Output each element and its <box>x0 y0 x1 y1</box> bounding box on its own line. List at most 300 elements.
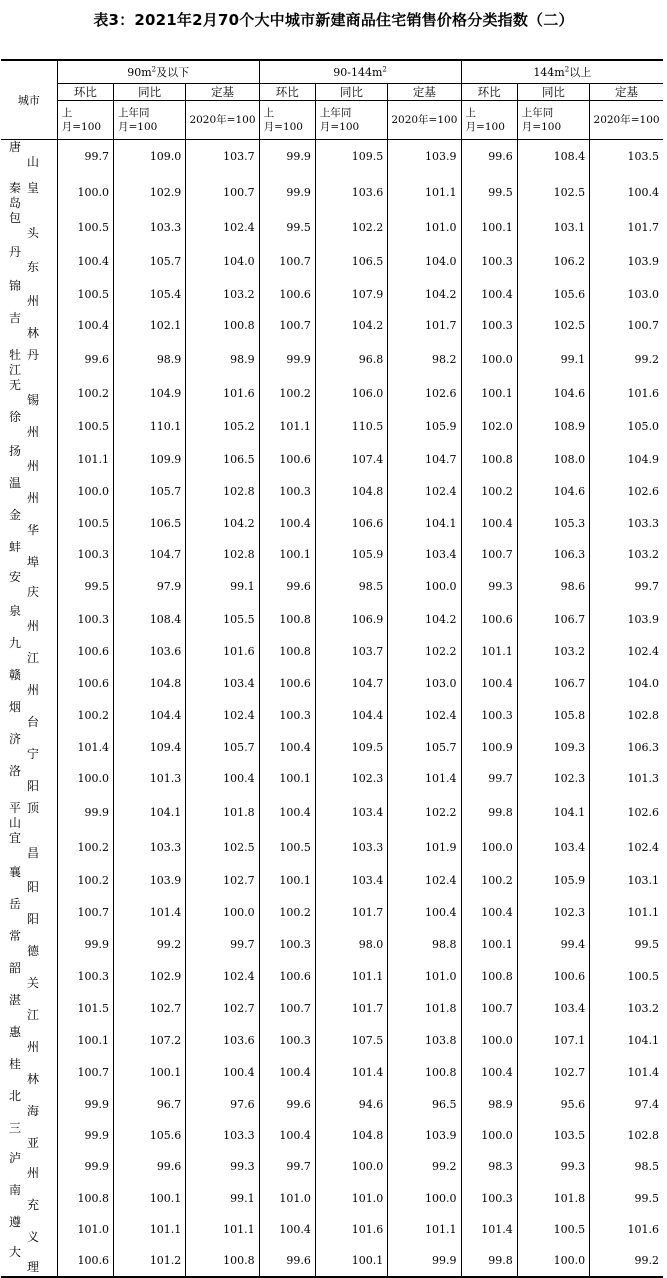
table-row <box>1 1151 663 1183</box>
city-name: 韶 关 <box>9 960 40 990</box>
city-name: 烟 台 <box>9 699 40 729</box>
index-value: 99.5 <box>590 929 663 961</box>
city-name: 平顶山 <box>9 800 46 830</box>
table-row <box>1 700 663 732</box>
index-value: 101.8 <box>186 794 259 831</box>
table-row <box>1 929 663 961</box>
index-value: 100.5 <box>517 1215 589 1245</box>
city-name: 锦 州 <box>9 278 40 308</box>
index-value: 100.3 <box>461 311 517 341</box>
index-value: 101.0 <box>315 1183 387 1215</box>
index-value: 103.4 <box>517 993 589 1025</box>
index-value: 100.0 <box>461 1121 517 1151</box>
index-value: 110.5 <box>315 410 387 444</box>
index-value: 101.8 <box>517 1183 589 1215</box>
index-value: 100.0 <box>461 1025 517 1057</box>
index-value: 106.3 <box>590 732 663 764</box>
city-name: 九 江 <box>9 635 40 665</box>
index-value: 103.4 <box>315 865 387 897</box>
index-value: 99.5 <box>590 1183 663 1215</box>
index-value: 99.9 <box>259 140 315 174</box>
table-row <box>1 993 663 1025</box>
index-value: 99.9 <box>57 1151 113 1183</box>
fixed-base-header: 定基 <box>186 84 259 101</box>
index-value: 109.4 <box>114 732 186 764</box>
index-value: 105.2 <box>186 410 259 444</box>
index-value: 100.2 <box>57 378 113 410</box>
index-value: 99.7 <box>259 1151 315 1183</box>
index-value: 100.9 <box>461 732 517 764</box>
index-value: 100.7 <box>57 897 113 929</box>
index-value: 100.1 <box>57 1025 113 1057</box>
table-row <box>1 961 663 993</box>
table-row <box>1 1025 663 1057</box>
index-value: 100.7 <box>259 245 315 279</box>
index-value: 101.0 <box>57 1215 113 1245</box>
index-value: 107.2 <box>114 1025 186 1057</box>
index-value: 99.9 <box>57 929 113 961</box>
index-value: 108.0 <box>517 444 589 476</box>
city-name: 泸 州 <box>9 1150 40 1180</box>
table-row <box>1 764 663 794</box>
index-value: 103.4 <box>315 794 387 831</box>
index-value: 107.1 <box>517 1025 589 1057</box>
index-value: 106.0 <box>315 378 387 410</box>
index-value: 101.0 <box>388 211 461 245</box>
index-value: 101.4 <box>461 1215 517 1245</box>
index-value: 99.9 <box>57 1121 113 1151</box>
index-value: 100.0 <box>461 831 517 865</box>
index-value: 99.6 <box>259 1089 315 1121</box>
index-value: 107.9 <box>315 279 387 311</box>
city-name: 无 锡 <box>9 377 40 407</box>
city-name: 温 州 <box>9 475 40 505</box>
index-value: 100.0 <box>315 1151 387 1183</box>
yoy-base-label: 上年同 月=100 <box>517 101 589 140</box>
index-value: 100.1 <box>461 378 517 410</box>
index-value: 110.1 <box>114 410 186 444</box>
yoy-base-label: 上年同 月=100 <box>114 101 186 140</box>
index-value: 100.5 <box>57 508 113 540</box>
index-value: 100.4 <box>590 174 663 211</box>
index-value: 100.0 <box>186 897 259 929</box>
index-value: 101.3 <box>114 764 186 794</box>
index-value: 100.8 <box>186 1245 259 1277</box>
index-value: 100.3 <box>57 961 113 993</box>
price-index-table <box>1 59 663 1278</box>
index-value: 102.2 <box>315 211 387 245</box>
index-value: 106.2 <box>517 245 589 279</box>
index-value: 104.6 <box>517 378 589 410</box>
index-value: 100.6 <box>57 668 113 700</box>
group-header-medium: $90-144m^2$ <box>259 60 461 84</box>
city-name: 金 华 <box>9 507 40 537</box>
table-row <box>1 140 663 174</box>
index-value: 99.6 <box>259 1245 315 1277</box>
index-value: 101.6 <box>590 378 663 410</box>
table-row <box>1 311 663 341</box>
group-header-large: $144m^2$以上 <box>461 60 663 84</box>
index-value: 99.3 <box>186 1151 259 1183</box>
index-value: 104.7 <box>114 540 186 570</box>
index-value: 109.9 <box>114 444 186 476</box>
index-value: 103.9 <box>114 865 186 897</box>
index-value: 100.0 <box>57 476 113 508</box>
index-value: 101.0 <box>388 961 461 993</box>
index-value: 104.0 <box>388 245 461 279</box>
index-value: 101.4 <box>57 732 113 764</box>
index-value: 102.8 <box>186 476 259 508</box>
index-value: 101.1 <box>388 1215 461 1245</box>
index-value: 103.1 <box>517 211 589 245</box>
index-value: 102.2 <box>388 636 461 668</box>
mom-header: 环比 <box>259 84 315 101</box>
index-value: 101.1 <box>461 636 517 668</box>
index-value: 100.6 <box>259 961 315 993</box>
index-value: 101.3 <box>590 764 663 794</box>
index-value: 104.2 <box>388 604 461 636</box>
index-value: 103.5 <box>590 140 663 174</box>
index-value: 98.3 <box>461 1151 517 1183</box>
city-name: 三 亚 <box>9 1120 40 1150</box>
index-value: 103.6 <box>114 636 186 668</box>
index-value: 105.9 <box>388 410 461 444</box>
index-value: 104.7 <box>388 444 461 476</box>
fixed-base-label: 2020年=100 <box>388 101 461 140</box>
index-value: 99.7 <box>461 764 517 794</box>
index-value: 100.3 <box>461 700 517 732</box>
index-value: 99.5 <box>461 174 517 211</box>
index-value: 100.4 <box>259 1057 315 1089</box>
index-value: 102.5 <box>186 831 259 865</box>
index-value: 100.4 <box>461 279 517 311</box>
index-value: 100.7 <box>259 993 315 1025</box>
index-value: 100.3 <box>461 1183 517 1215</box>
index-value: 97.6 <box>186 1089 259 1121</box>
index-value: 99.6 <box>57 341 113 378</box>
city-name: 秦皇岛 <box>9 180 46 210</box>
fixed-base-label: 2020年=100 <box>186 101 259 140</box>
index-value: 100.4 <box>259 1121 315 1151</box>
index-value: 102.6 <box>388 378 461 410</box>
index-value: 101.7 <box>388 311 461 341</box>
index-value: 105.6 <box>114 1121 186 1151</box>
city-name: 惠 州 <box>9 1024 40 1054</box>
index-value: 100.5 <box>57 211 113 245</box>
index-value: 96.7 <box>114 1089 186 1121</box>
city-name: 宜 昌 <box>9 830 40 860</box>
index-value: 101.1 <box>186 1215 259 1245</box>
index-value: 104.1 <box>517 794 589 831</box>
index-value: 100.4 <box>461 1057 517 1089</box>
index-value: 102.9 <box>114 174 186 211</box>
index-value: 103.0 <box>590 279 663 311</box>
index-value: 108.9 <box>517 410 589 444</box>
index-value: 98.9 <box>461 1089 517 1121</box>
index-value: 100.8 <box>461 444 517 476</box>
index-value: 100.2 <box>57 865 113 897</box>
index-value: 100.2 <box>461 865 517 897</box>
index-value: 100.3 <box>259 700 315 732</box>
index-value: 99.8 <box>461 1245 517 1277</box>
city-name: 丹 东 <box>9 244 40 274</box>
index-value: 102.4 <box>388 865 461 897</box>
index-value: 102.7 <box>186 865 259 897</box>
table-title: 表3：2021年2月70个大中城市新建商品住宅销售价格分类指数（二） <box>93 11 574 29</box>
city-name: 常 德 <box>9 928 40 958</box>
index-value: 96.8 <box>315 341 387 378</box>
index-value: 100.3 <box>461 245 517 279</box>
index-value: 103.9 <box>590 245 663 279</box>
index-value: 104.1 <box>388 508 461 540</box>
index-value: 100.4 <box>388 897 461 929</box>
index-value: 100.3 <box>259 1025 315 1057</box>
table-row <box>1 636 663 668</box>
index-value: 100.7 <box>461 540 517 570</box>
index-value: 103.7 <box>315 636 387 668</box>
index-value: 103.6 <box>315 174 387 211</box>
index-value: 100.0 <box>517 1245 589 1277</box>
index-value: 101.4 <box>388 764 461 794</box>
index-value: 100.6 <box>461 604 517 636</box>
index-value: 100.4 <box>186 764 259 794</box>
index-value: 106.5 <box>186 444 259 476</box>
index-value: 101.7 <box>590 211 663 245</box>
index-value: 101.1 <box>57 444 113 476</box>
index-value: 105.7 <box>114 476 186 508</box>
yoy-base-label: 上年同 月=100 <box>315 101 387 140</box>
index-value: 104.9 <box>114 378 186 410</box>
index-value: 95.6 <box>517 1089 589 1121</box>
index-value: 103.8 <box>388 1025 461 1057</box>
city-name: 唐 山 <box>9 140 40 169</box>
index-value: 99.7 <box>57 140 113 174</box>
index-value: 99.6 <box>259 570 315 604</box>
index-value: 100.1 <box>461 929 517 961</box>
index-value: 103.9 <box>590 604 663 636</box>
index-value: 100.1 <box>114 1057 186 1089</box>
index-value: 99.9 <box>259 341 315 378</box>
index-value: 100.1 <box>461 211 517 245</box>
index-value: 103.3 <box>114 831 186 865</box>
city-name: 徐 州 <box>9 409 40 439</box>
index-value: 100.4 <box>57 311 113 341</box>
yoy-header: 同比 <box>315 84 387 101</box>
index-value: 102.0 <box>461 410 517 444</box>
index-value: 105.0 <box>590 410 663 444</box>
table-row <box>1 174 663 211</box>
index-value: 103.3 <box>315 831 387 865</box>
index-value: 98.5 <box>590 1151 663 1183</box>
index-value: 100.8 <box>57 1183 113 1215</box>
index-value: 100.0 <box>57 764 113 794</box>
index-value: 102.8 <box>590 1121 663 1151</box>
index-value: 99.7 <box>186 929 259 961</box>
index-value: 101.7 <box>315 897 387 929</box>
index-value: 100.2 <box>57 700 113 732</box>
index-value: 102.5 <box>517 174 589 211</box>
index-value: 99.7 <box>590 570 663 604</box>
index-value: 98.8 <box>388 929 461 961</box>
index-value: 102.1 <box>114 311 186 341</box>
index-value: 100.8 <box>259 604 315 636</box>
index-value: 102.6 <box>590 794 663 831</box>
index-value: 100.6 <box>259 279 315 311</box>
index-value: 101.9 <box>388 831 461 865</box>
index-value: 103.4 <box>388 540 461 570</box>
fixed-base-header: 定基 <box>388 84 461 101</box>
index-value: 102.7 <box>114 993 186 1025</box>
fixed-base-header: 定基 <box>590 84 663 101</box>
index-value: 97.4 <box>590 1089 663 1121</box>
index-value: 102.7 <box>186 993 259 1025</box>
table-row <box>1 1089 663 1121</box>
index-value: 98.9 <box>114 341 186 378</box>
table-row <box>1 668 663 700</box>
city-column-header: 城市 <box>1 60 57 140</box>
index-value: 105.6 <box>517 279 589 311</box>
index-value: 102.4 <box>186 961 259 993</box>
index-value: 99.5 <box>57 570 113 604</box>
index-value: 94.6 <box>315 1089 387 1121</box>
table-row <box>1 211 663 245</box>
yoy-header: 同比 <box>517 84 589 101</box>
index-value: 101.6 <box>186 636 259 668</box>
index-value: 106.5 <box>114 508 186 540</box>
index-value: 105.9 <box>315 540 387 570</box>
index-value: 100.5 <box>590 961 663 993</box>
index-value: 100.4 <box>259 508 315 540</box>
city-name: 泉 州 <box>9 603 40 633</box>
index-value: 98.0 <box>315 929 387 961</box>
index-value: 102.6 <box>590 476 663 508</box>
index-value: 106.9 <box>315 604 387 636</box>
index-value: 107.5 <box>315 1025 387 1057</box>
index-value: 100.8 <box>461 961 517 993</box>
index-value: 102.5 <box>517 311 589 341</box>
mom-header: 环比 <box>461 84 517 101</box>
city-name: 牡丹江 <box>9 347 46 377</box>
table-row <box>1 245 663 279</box>
index-value: 104.7 <box>315 668 387 700</box>
index-value: 100.4 <box>186 1057 259 1089</box>
index-value: 104.2 <box>388 279 461 311</box>
index-value: 102.3 <box>517 764 589 794</box>
index-value: 103.3 <box>114 211 186 245</box>
index-value: 102.2 <box>388 794 461 831</box>
index-value: 98.6 <box>517 570 589 604</box>
index-value: 104.1 <box>590 1025 663 1057</box>
table-row <box>1 865 663 897</box>
yoy-header: 同比 <box>114 84 186 101</box>
index-value: 103.6 <box>186 1025 259 1057</box>
index-value: 99.9 <box>388 1245 461 1277</box>
index-value: 99.1 <box>517 341 589 378</box>
index-value: 100.3 <box>259 929 315 961</box>
mom-header: 环比 <box>57 84 113 101</box>
index-value: 105.7 <box>186 732 259 764</box>
index-value: 100.1 <box>114 1183 186 1215</box>
city-name: 北 海 <box>9 1088 40 1118</box>
index-value: 100.4 <box>461 897 517 929</box>
index-value: 99.3 <box>517 1151 589 1183</box>
index-value: 99.2 <box>114 929 186 961</box>
index-value: 103.2 <box>186 279 259 311</box>
city-name: 襄 阳 <box>9 864 40 894</box>
index-value: 103.5 <box>517 1121 589 1151</box>
index-value: 103.9 <box>388 1121 461 1151</box>
index-value: 106.5 <box>315 245 387 279</box>
index-value: 99.1 <box>186 570 259 604</box>
index-value: 104.2 <box>315 311 387 341</box>
index-value: 104.8 <box>315 1121 387 1151</box>
city-name: 岳 阳 <box>9 896 40 926</box>
index-value: 103.2 <box>590 540 663 570</box>
index-value: 104.9 <box>590 444 663 476</box>
index-value: 109.0 <box>114 140 186 174</box>
table-row <box>1 897 663 929</box>
index-value: 98.9 <box>186 341 259 378</box>
index-value: 101.7 <box>315 993 387 1025</box>
index-value: 109.5 <box>315 732 387 764</box>
index-value: 99.2 <box>590 1245 663 1277</box>
index-value: 100.1 <box>259 764 315 794</box>
table-row <box>1 570 663 604</box>
index-value: 100.1 <box>315 1245 387 1277</box>
index-value: 102.8 <box>186 540 259 570</box>
index-value: 101.1 <box>259 410 315 444</box>
city-name: 遵 义 <box>9 1214 40 1244</box>
index-value: 102.7 <box>517 1057 589 1089</box>
index-value: 101.2 <box>114 1245 186 1277</box>
index-value: 104.8 <box>114 668 186 700</box>
index-value: 98.2 <box>388 341 461 378</box>
index-value: 102.4 <box>186 700 259 732</box>
index-value: 100.2 <box>259 897 315 929</box>
index-value: 104.8 <box>315 476 387 508</box>
index-value: 100.0 <box>388 570 461 604</box>
index-value: 103.2 <box>590 993 663 1025</box>
table-row <box>1 794 663 831</box>
index-value: 106.6 <box>315 508 387 540</box>
index-value: 102.8 <box>590 700 663 732</box>
index-value: 100.5 <box>57 410 113 444</box>
index-value: 100.7 <box>186 174 259 211</box>
index-value: 97.9 <box>114 570 186 604</box>
index-value: 99.5 <box>259 211 315 245</box>
index-value: 105.4 <box>114 279 186 311</box>
index-value: 100.5 <box>259 831 315 865</box>
table-row <box>1 540 663 570</box>
index-value: 100.6 <box>259 668 315 700</box>
index-value: 100.2 <box>461 476 517 508</box>
index-value: 99.2 <box>388 1151 461 1183</box>
index-value: 101.4 <box>114 897 186 929</box>
table-row <box>1 279 663 311</box>
index-value: 101.6 <box>186 378 259 410</box>
index-value: 101.0 <box>259 1183 315 1215</box>
index-value: 101.1 <box>114 1215 186 1245</box>
table-row <box>1 508 663 540</box>
index-value: 100.7 <box>590 311 663 341</box>
index-value: 103.7 <box>186 140 259 174</box>
index-value: 101.1 <box>590 897 663 929</box>
index-value: 100.0 <box>388 1183 461 1215</box>
index-value: 107.4 <box>315 444 387 476</box>
index-value: 99.9 <box>259 174 315 211</box>
table-row <box>1 410 663 444</box>
table-row <box>1 604 663 636</box>
